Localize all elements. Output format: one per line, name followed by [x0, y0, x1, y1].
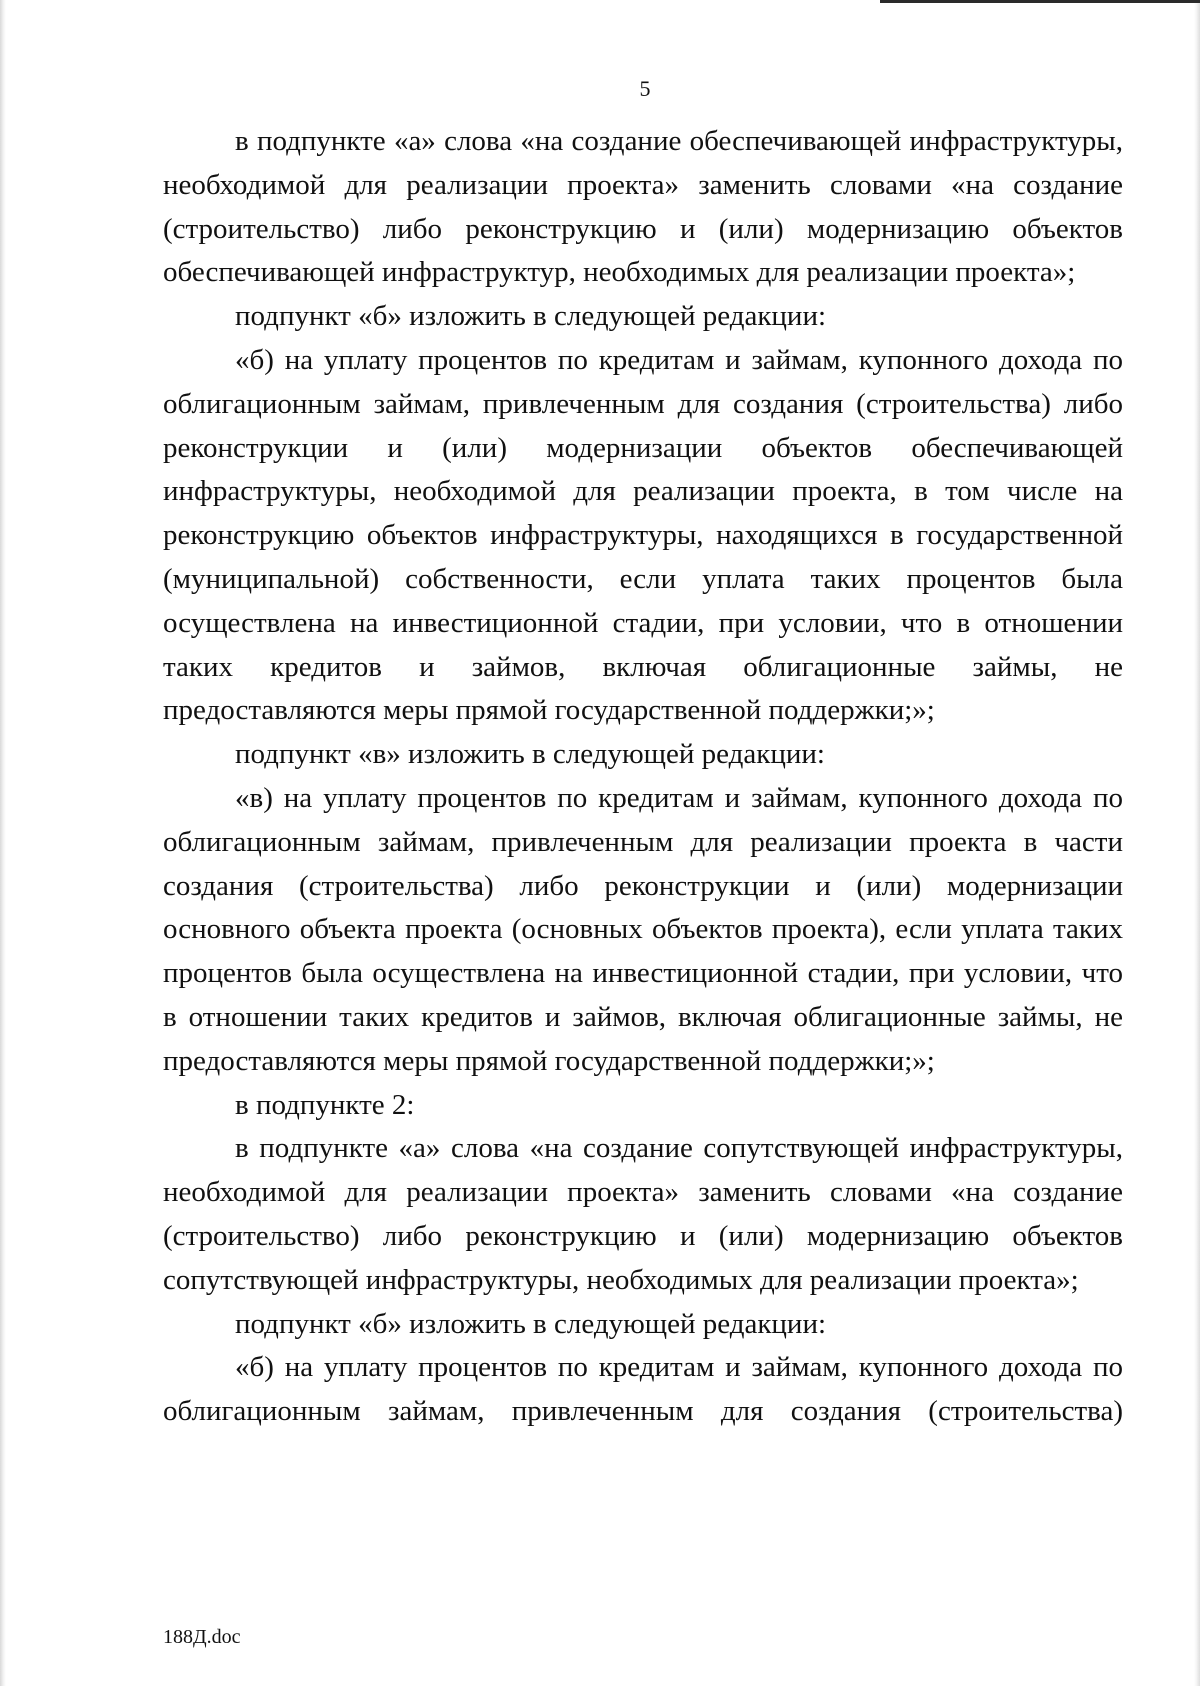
paragraph-continued: «б) на уплату процентов по кредитам и займам, купонного дохода по облигационным займам, привлеченным для создания (строительства) [163, 1351, 1123, 1428]
paragraph: подпункт «в» изложить в следующей редакции: [235, 738, 825, 771]
paragraph: подпункт «б» изложить в следующей редакции: [235, 1307, 827, 1340]
paragraph: подпункт «б» изложить в следующей редакции: [235, 300, 827, 333]
paragraph: в подпункте 2: [235, 1088, 415, 1121]
scan-edge-left [0, 0, 6, 1686]
paragraph: «в) на уплату процентов по кредитам и займам, купонного дохода по облигационным займам, привлеченным для реализации проекта в части создания (строительства) либо реконструкции и (или) модернизации основного объекта проекта (основных объектов проекта), если уплата таких процентов была осуществлена на инвестиционной стадии, при условии, что в отношении таких кредитов и займов, включая облигационные займы, не предоставляются меры прямой государственной поддержки;»; [163, 781, 1123, 1077]
footer-filename: 188Д.doc [163, 1626, 241, 1648]
paragraph: в подпункте «а» слова «на создание обеспечивающей инфраструктуры, необходимой для реализации проекта» заменить словами «на создание (строительство) либо реконструкцию и (или) модернизацию объектов обеспечивающей инфраструктур, необходимых для реализации проекта»; [163, 125, 1123, 289]
paragraph: в подпункте «а» слова «на создание сопутствующей инфраструктуры, необходимой для реализации проекта» заменить словами «на создание (строительство) либо реконструкцию и (или) модернизацию объектов сопутствующей инфраструктуры, необходимых для реализации проекта»; [163, 1132, 1123, 1296]
document-body [163, 120, 1123, 1434]
scan-edge-right [1194, 0, 1200, 1686]
scan-edge-top [880, 0, 1200, 3]
paragraph: «б) на уплату процентов по кредитам и займам, купонного дохода по облигационным займам, привлеченным для создания (строительства) либо реконструкции и (или) модернизации объектов обеспечивающей инфраструктуры, необходимой для реализации проекта, в том числе на реконструкцию объектов инфраструктуры, находящихся в государственной (муниципальной) собственности, если уплата таких процентов была осуществлена на инвестиционной стадии, при условии, что в отношении таких кредитов и займов, включая облигационные займы, не предоставляются меры прямой государственной поддержки;»; [163, 343, 1123, 727]
page-number: 5 [639, 76, 651, 101]
